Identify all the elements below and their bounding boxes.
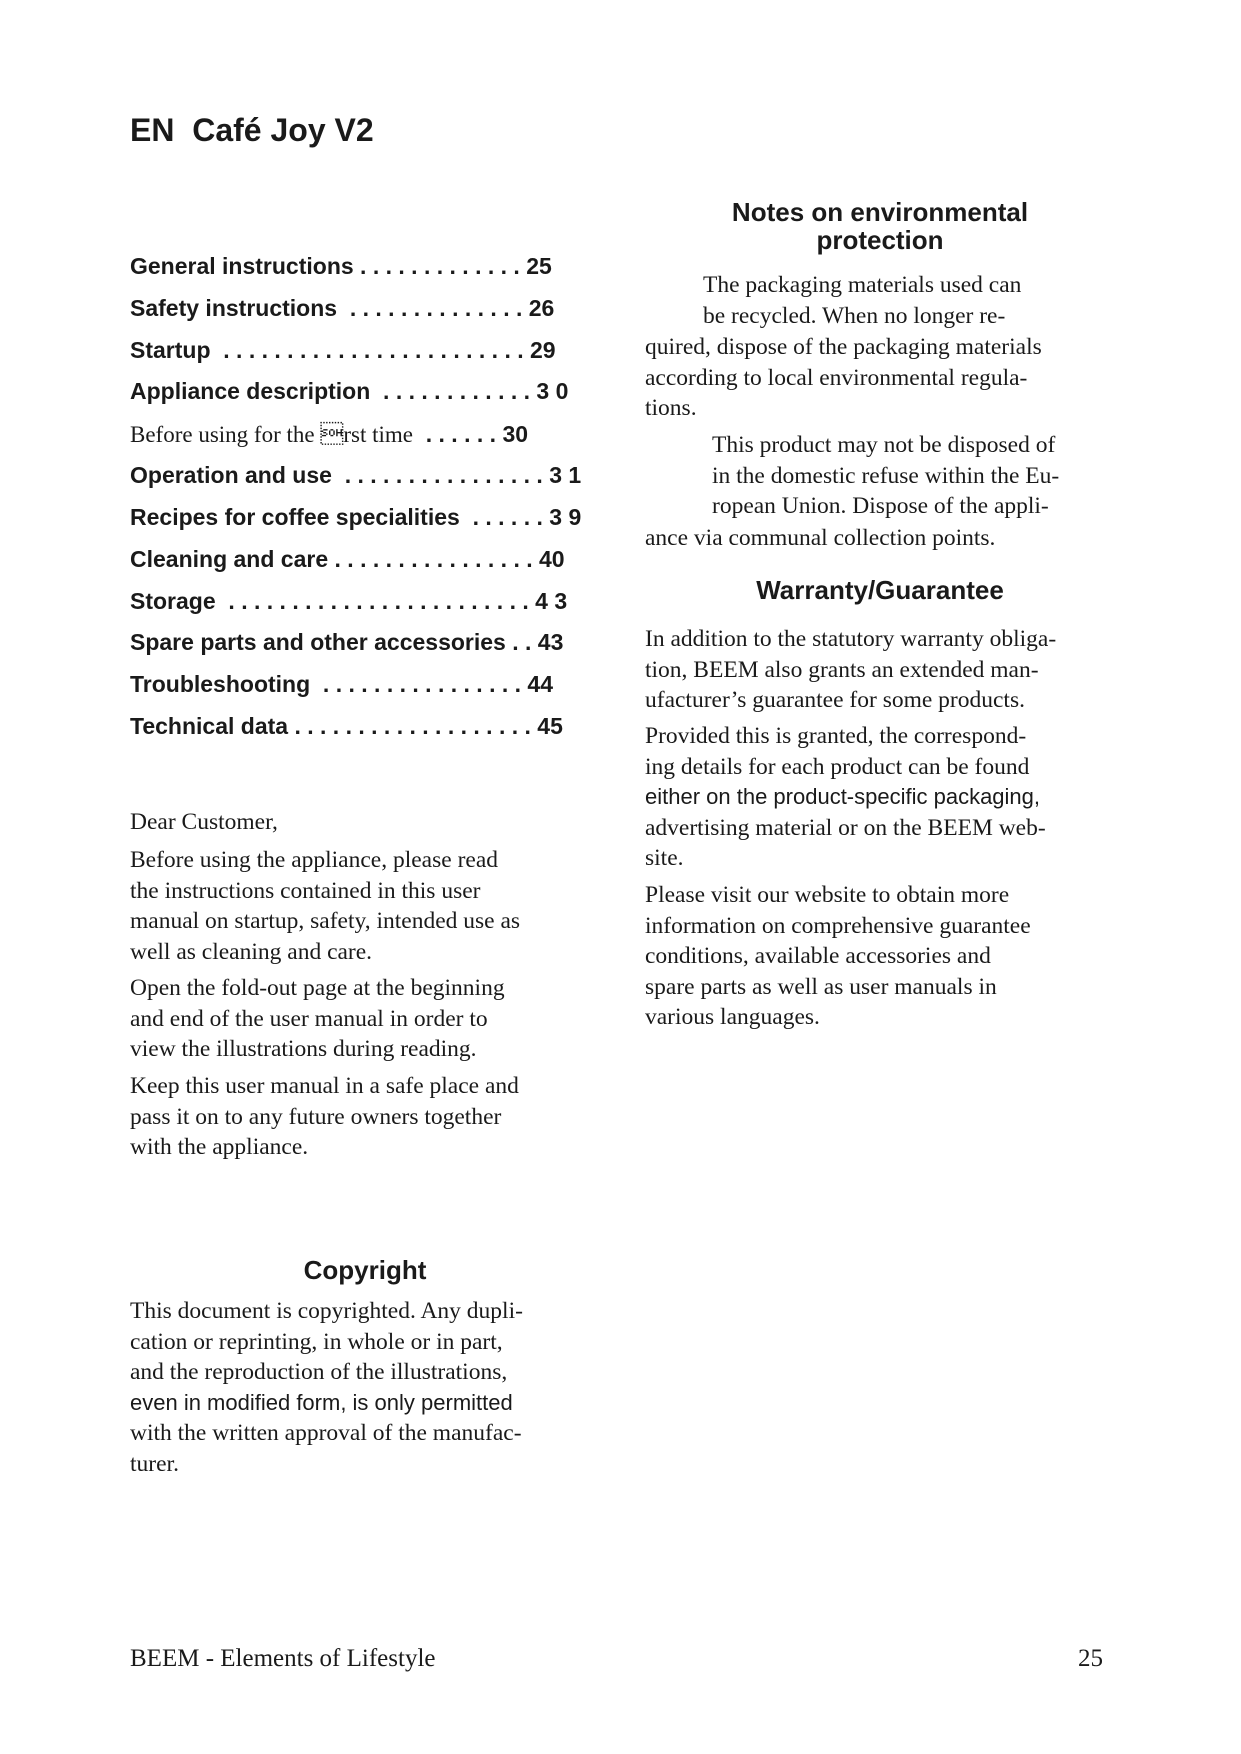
environment-heading-line: protection: [816, 225, 944, 255]
toc-entry-technical-data[interactable]: Technical data . . . . . . . . . . . . . . . . . . . 45: [130, 713, 563, 739]
toc-entry-storage[interactable]: Storage . . . . . . . . . . . . . . . . . . . . . . . . 4 3: [130, 588, 568, 614]
text-line: view the illustrations during reading.: [130, 1036, 477, 1062]
warranty-heading: Warranty/Guarantee: [756, 575, 1004, 605]
text-line: even in modified form, is only permitted: [130, 1389, 513, 1415]
toc-entry-spare-parts[interactable]: Spare parts and other accessories . . 43: [130, 629, 564, 655]
recycle-text-indented: [703, 270, 1021, 331]
text-line: Open the fold-out page at the beginning: [130, 975, 505, 1001]
text-line: This document is copyrighted. Any dupli-: [130, 1298, 523, 1324]
text-line: Please visit our website to obtain more: [645, 882, 1010, 908]
intro-paragraph-3: [130, 1071, 519, 1163]
text-line: The packaging materials used can: [703, 272, 1022, 298]
toc-entry-general-instructions[interactable]: General instructions . . . . . . . . . . . . . 25: [130, 253, 552, 279]
text-line: ing details for each product can be found: [645, 753, 1030, 780]
toc-entry-operation-and-use[interactable]: Operation and use . . . . . . . . . . . . . . . . 3 1: [130, 462, 582, 488]
text-line: the instructions contained in this user: [130, 877, 481, 904]
text-line: This product may not be disposed of: [712, 432, 1056, 458]
page-title: EN Café Joy V2: [130, 112, 374, 148]
text-line: turer.: [130, 1450, 179, 1477]
text-line: and end of the user manual in order to: [130, 1005, 488, 1032]
text-line: with the written approval of the manufac-: [130, 1420, 522, 1446]
text-line: pass it on to any future owners together: [130, 1103, 502, 1130]
text-line: tions.: [645, 395, 697, 421]
toc-entry-recipes[interactable]: Recipes for coffee specialities . . . . . . 3 9: [130, 504, 582, 530]
text-line: with the appliance.: [130, 1134, 309, 1160]
disposal-text-indented: [712, 430, 1059, 522]
text-line: site.: [645, 845, 684, 871]
text-line: either on the product-specific packaging,: [645, 784, 1041, 809]
toc-entry-troubleshooting[interactable]: Troubleshooting . . . . . . . . . . . . . . . . 44: [130, 671, 554, 697]
text-line: according to local environmental regula-: [645, 364, 1028, 391]
text-line: and the reproduction of the illustrations,: [130, 1359, 508, 1385]
toc-entry-cleaning-and-care[interactable]: Cleaning and care . . . . . . . . . . . . . . . . 40: [130, 546, 565, 572]
copyright-paragraph: [130, 1296, 523, 1479]
environment-heading: [645, 198, 1115, 254]
text-line: tion, BEEM also grants an extended man-: [645, 656, 1039, 683]
greeting-text: Dear Customer,: [130, 809, 278, 835]
intro-paragraph-2: [130, 973, 505, 1065]
disposal-text: [645, 523, 995, 554]
text-line: in the domestic refuse within the Eu-: [712, 462, 1060, 489]
environment-heading-line: Notes on environmental: [731, 197, 1029, 227]
text-line: be recycled. When no longer re-: [703, 302, 1006, 329]
text-line: In addition to the statutory warranty obliga-: [645, 626, 1057, 652]
text-line: manual on startup, safety, intended use as: [130, 908, 521, 934]
text-line: ance via communal collection points.: [645, 525, 996, 551]
intro-greeting: [130, 807, 278, 838]
text-line: quired, dispose of the packaging materials: [645, 334, 1042, 360]
text-line: ropean Union. Dispose of the appli-: [712, 493, 1049, 519]
page-number: 25: [1078, 1645, 1103, 1672]
recycle-text: [645, 332, 1042, 424]
text-line: information on comprehensive guarantee: [645, 912, 1031, 939]
text-line: advertising material or on the BEEM web-: [645, 814, 1046, 841]
toc-entry-startup[interactable]: Startup . . . . . . . . . . . . . . . . . . . . . . . . 29: [130, 337, 556, 363]
toc-entry-before-first-use[interactable]: Before using for the rst time . . . . . . 30: [130, 421, 529, 447]
toc-entry-appliance-description[interactable]: Appliance description . . . . . . . . . . . . 3 0: [130, 378, 569, 404]
text-line: cation or reprinting, in whole or in part,: [130, 1328, 503, 1355]
warranty-paragraph-3: [645, 880, 1031, 1033]
warranty-paragraph-1: [645, 624, 1056, 716]
text-line: Provided this is granted, the correspond-: [645, 723, 1027, 749]
copyright-heading: Copyright: [303, 1255, 427, 1285]
text-line: Keep this user manual in a safe place and: [130, 1073, 519, 1099]
toc-entry-safety-instructions[interactable]: Safety instructions . . . . . . . . . . . . . . 26: [130, 295, 555, 321]
text-line: well as cleaning and care.: [130, 938, 373, 965]
text-line: conditions, available accessories and: [645, 943, 991, 969]
text-line: spare parts as well as user manuals in: [645, 973, 997, 1000]
text-line: Before using the appliance, please read: [130, 847, 499, 873]
intro-paragraph-1: [130, 845, 520, 967]
footer-brand: BEEM - Elements of Lifestyle: [130, 1645, 436, 1672]
text-line: various languages.: [645, 1004, 820, 1030]
warranty-paragraph-2: [645, 721, 1046, 874]
text-line: ufacturer’s guarantee for some products.: [645, 687, 1025, 713]
